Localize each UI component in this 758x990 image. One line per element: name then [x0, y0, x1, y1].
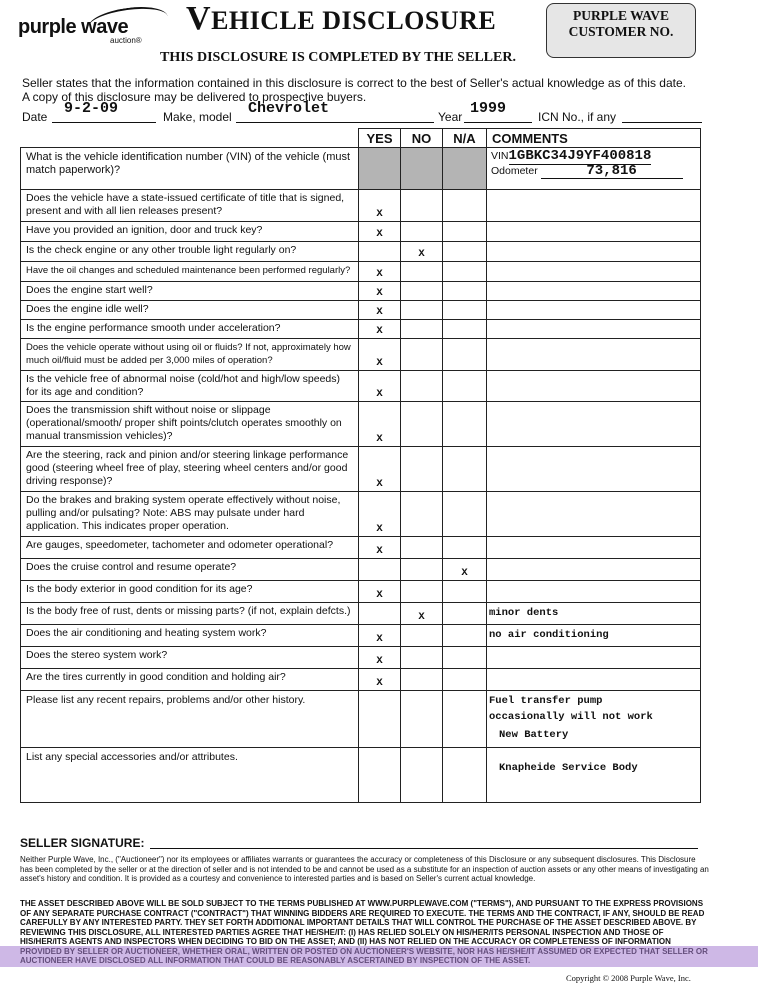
comment-cell[interactable]: minor dents — [487, 603, 701, 625]
comment-cell[interactable] — [487, 339, 701, 371]
table-row — [21, 647, 701, 669]
date-value[interactable]: 9-2-09 — [64, 100, 119, 117]
question-text: Does the engine idle well? — [21, 301, 359, 320]
no-header: NO — [401, 129, 443, 148]
no-checkbox[interactable] — [401, 190, 443, 222]
customer-box-line2: CUSTOMER NO. — [568, 24, 674, 39]
no-checkbox[interactable] — [401, 669, 443, 691]
no-checkbox[interactable] — [401, 647, 443, 669]
question-text: Does the vehicle operate without using oil or fluids? If not, approximately how much oil/fluid must be added per 3,000 miles of operation? — [21, 339, 359, 371]
copyright-text: Copyright © 2008 Purple Wave, Inc. — [566, 973, 691, 983]
repairs-question: Please list any recent repairs, problems and/or other history. — [21, 691, 359, 748]
seller-signature-line[interactable] — [150, 848, 698, 849]
no-checkbox[interactable] — [401, 447, 443, 492]
question-text: Does the air conditioning and heating system work? — [21, 625, 359, 647]
yes-checkbox[interactable]: X — [359, 669, 401, 691]
purple-wave-logo — [14, 6, 159, 54]
no-checkbox[interactable] — [401, 301, 443, 320]
no-checkbox[interactable] — [401, 371, 443, 402]
yes-checkbox[interactable]: X — [359, 282, 401, 301]
title-rest: EHICLE DISCLOSURE — [211, 6, 497, 35]
highlight-band — [0, 946, 758, 967]
na-cell-repairs — [443, 691, 487, 748]
table-row — [21, 559, 701, 581]
table-row-repairs — [21, 691, 701, 748]
customer-number-box — [546, 3, 696, 58]
no-checkbox[interactable] — [401, 581, 443, 603]
page-subtitle: THIS DISCLOSURE IS COMPLETED BY THE SELLER. — [160, 50, 516, 65]
question-text: Does the stereo system work? — [21, 647, 359, 669]
no-cell-repairs — [401, 691, 443, 748]
accessories-comment[interactable]: Knapheide Service Body — [487, 748, 701, 803]
na-cell-accessories — [443, 748, 487, 803]
make-model-label: Make, model — [163, 110, 232, 124]
date-underline — [52, 121, 156, 123]
terms-text: THE ASSET DESCRIBED ABOVE WILL BE SOLD SUBJECT TO THE TERMS PUBLISHED AT WWW.PURPLEWAVE.COM ("TERMS"), AND PURSUANT TO THE EXPRESS PROVISIONS OF ANY SEPARATE PURCHASE CONTRACT ("CONTRACT") THAT WINNING BIDDERS ARE REQUIRED TO EXECUTE. THE TERMS AND THE CONTRACT, IF ANY, SHOULD BE READ CAREFULLY BY ANY INTERESTED PARTY. THEY SET FORTH ADDITIONAL IMPORTANT DETAILS THAT WILL CONTROL THE PURCHASE OF THE ASSET DESCRIBED ABOVE. BY REVIEWING THIS DISCLOSURE, ALL INTERESTED PARTIES AGREE THAT HE/SHE/IT: (I) HAS RELIED SOLELY ON HIS/HER/ITS PERSONAL INSPECTION AND THOSE OF HIS/HER/ITS AGENTS AND INSPECTORS WHEN DECIDING TO BID ON THE ASSET; AND (II) HAS NOT RELIED ON THE ACCURACY OR COMPLETENESS OF INFORMATION — [20, 899, 705, 946]
question-text: Does the transmission shift without noise or slippage (operational/smooth/ proper shift points/clutch operates smoothly on manual transmission vehicles)? — [21, 402, 359, 447]
table-row — [21, 603, 701, 625]
table-row — [21, 669, 701, 691]
yes-checkbox[interactable]: X — [359, 581, 401, 603]
comment-cell[interactable] — [487, 242, 701, 262]
na-checkbox[interactable] — [443, 282, 487, 301]
odometer-value[interactable]: 73,816 — [541, 165, 683, 179]
icn-underline[interactable] — [622, 121, 702, 123]
no-checkbox[interactable] — [401, 559, 443, 581]
comment-cell[interactable] — [487, 402, 701, 447]
seller-signature-label: SELLER SIGNATURE: — [20, 836, 145, 850]
accessories-question: List any special accessories and/or attributes. — [21, 748, 359, 803]
question-text: Is the body free of rust, dents or missing parts? (if not, explain defcts.) — [21, 603, 359, 625]
vin-question: What is the vehicle identification number (VIN) of the vehicle (must match paperwork)? — [21, 148, 359, 190]
yes-checkbox[interactable]: X — [359, 371, 401, 402]
no-cell-vin — [401, 148, 443, 190]
table-row — [21, 320, 701, 339]
na-checkbox[interactable] — [443, 447, 487, 492]
intro-statement — [22, 76, 722, 104]
comment-cell[interactable] — [487, 222, 701, 242]
comment-cell[interactable] — [487, 282, 701, 301]
na-checkbox[interactable] — [443, 222, 487, 242]
yes-cell-accessories — [359, 748, 401, 803]
table-row — [21, 282, 701, 301]
intro-line2: A copy of this disclosure may be delivered to prospective buyers. — [22, 90, 367, 104]
icn-label: ICN No., if any — [538, 110, 617, 124]
table-row — [21, 262, 701, 282]
disclaimer-text: Neither Purple Wave, Inc., ("Auctioneer") nor its employees or affiliates warrants or guarantees the accuracy or completeness of this Disclosure or any subsequent disclosures. This Disclosure has been completed by the seller or at the direction of seller and is not intended to be and cannot be used as a substitute for an inspection of auction assets or any other means of investigating an asset's history and condition. It is provided as a courtesy and convenience to interested parties and is based on Seller's current actual knowledge. — [20, 855, 709, 883]
intro-line1: Seller states that the information contained in this disclosure is correct to the best of Seller's actual knowledge as of this date. — [22, 76, 686, 90]
logo-subtext: auction® — [110, 36, 142, 45]
na-checkbox[interactable] — [443, 242, 487, 262]
yes-checkbox[interactable]: X — [359, 190, 401, 222]
comment-cell[interactable] — [487, 492, 701, 537]
repairs-line1: Fuel transfer pump — [489, 695, 603, 707]
yes-checkbox[interactable]: X — [359, 339, 401, 371]
yes-checkbox[interactable]: X — [359, 447, 401, 492]
table-row — [21, 537, 701, 559]
question-text: Are gauges, speedometer, tachometer and odometer operational? — [21, 537, 359, 559]
na-checkbox[interactable] — [443, 320, 487, 339]
comment-cell[interactable] — [487, 371, 701, 402]
comment-cell[interactable] — [487, 301, 701, 320]
disclosure-table — [20, 128, 701, 803]
na-checkbox[interactable] — [443, 262, 487, 282]
na-checkbox[interactable] — [443, 669, 487, 691]
date-label: Date — [22, 110, 48, 124]
yes-checkbox[interactable]: X — [359, 222, 401, 242]
yes-checkbox[interactable]: X — [359, 262, 401, 282]
odometer-label: Odometer — [491, 165, 538, 177]
table-row — [21, 581, 701, 603]
comment-cell[interactable] — [487, 559, 701, 581]
question-text: Are the steering, rack and pinion and/or steering linkage performance good (steering wheel free of play, steering wheel centers and/or good driving response)? — [21, 447, 359, 492]
no-checkbox[interactable] — [401, 222, 443, 242]
table-row — [21, 222, 701, 242]
question-text: Do the brakes and braking system operate effectively without noise, pulling and/or pulsating? Note: ABS may pulsate under hard application. This indicates proper operation. — [21, 492, 359, 537]
customer-box-line1: PURPLE WAVE — [573, 8, 669, 23]
table-row — [21, 625, 701, 647]
question-text: Is the vehicle free of abnormal noise (cold/hot and high/low speeds) for its age and condition? — [21, 371, 359, 402]
vin-comment-cell — [487, 148, 701, 190]
table-row — [21, 190, 701, 222]
yes-checkbox[interactable]: X — [359, 301, 401, 320]
na-header: N/A — [443, 129, 487, 148]
year-label: Year — [438, 110, 463, 124]
table-row-vin — [21, 148, 701, 190]
make-model-underline — [236, 121, 434, 123]
year-value[interactable]: 1999 — [470, 100, 507, 117]
na-cell-vin — [443, 148, 487, 190]
question-text: Have you provided an ignition, door and truck key? — [21, 222, 359, 242]
yes-checkbox[interactable] — [359, 603, 401, 625]
yes-checkbox[interactable] — [359, 559, 401, 581]
no-checkbox[interactable] — [401, 537, 443, 559]
no-checkbox[interactable] — [401, 492, 443, 537]
yes-header: YES — [359, 129, 401, 148]
table-row — [21, 492, 701, 537]
yes-cell-vin — [359, 148, 401, 190]
question-header-blank — [21, 129, 359, 148]
question-text: Are the tires currently in good condition and holding air? — [21, 669, 359, 691]
question-text: Is the engine performance smooth under acceleration? — [21, 320, 359, 339]
comments-header: COMMENTS — [487, 129, 701, 148]
no-checkbox[interactable] — [401, 625, 443, 647]
yes-checkbox[interactable]: X — [359, 625, 401, 647]
question-text: Does the cruise control and resume operate? — [21, 559, 359, 581]
repairs-line3: New Battery — [499, 729, 569, 741]
table-row — [21, 402, 701, 447]
table-row — [21, 339, 701, 371]
yes-cell-repairs — [359, 691, 401, 748]
na-checkbox[interactable] — [443, 492, 487, 537]
na-checkbox[interactable] — [443, 339, 487, 371]
na-checkbox[interactable] — [443, 402, 487, 447]
comment-cell[interactable] — [487, 537, 701, 559]
yes-checkbox[interactable]: X — [359, 537, 401, 559]
no-checkbox[interactable] — [401, 339, 443, 371]
no-checkbox[interactable] — [401, 262, 443, 282]
vin-value[interactable]: 1GBKC34J9YF400818 — [508, 148, 652, 164]
make-model-value[interactable]: Chevrolet — [248, 100, 330, 117]
no-cell-accessories — [401, 748, 443, 803]
comment-cell[interactable] — [487, 447, 701, 492]
question-text: Does the engine start well? — [21, 282, 359, 301]
title-first-letter: V — [186, 0, 212, 37]
yes-checkbox[interactable]: X — [359, 492, 401, 537]
na-checkbox[interactable] — [443, 537, 487, 559]
na-checkbox[interactable] — [443, 581, 487, 603]
question-text: Have the oil changes and scheduled maintenance been performed regularly? — [21, 262, 359, 282]
question-text: Is the body exterior in good condition for its age? — [21, 581, 359, 603]
question-text: Is the check engine or any other trouble light regularly on? — [21, 242, 359, 262]
no-checkbox[interactable]: X — [401, 242, 443, 262]
comment-cell[interactable] — [487, 320, 701, 339]
comment-cell[interactable] — [487, 581, 701, 603]
comment-cell[interactable]: no air conditioning — [487, 625, 701, 647]
comment-cell[interactable] — [487, 262, 701, 282]
page-title — [186, 0, 546, 38]
no-checkbox[interactable] — [401, 402, 443, 447]
no-checkbox[interactable] — [401, 282, 443, 301]
table-row — [21, 301, 701, 320]
na-checkbox[interactable] — [443, 190, 487, 222]
na-checkbox[interactable]: X — [443, 559, 487, 581]
repairs-comment[interactable] — [487, 691, 701, 748]
na-checkbox[interactable] — [443, 647, 487, 669]
logo-text: purple wave — [18, 16, 129, 38]
comment-cell[interactable] — [487, 190, 701, 222]
year-underline — [464, 121, 532, 123]
table-row — [21, 371, 701, 402]
yes-checkbox[interactable] — [359, 242, 401, 262]
table-row — [21, 447, 701, 492]
table-row-accessories — [21, 748, 701, 803]
yes-checkbox[interactable]: X — [359, 402, 401, 447]
na-checkbox[interactable] — [443, 301, 487, 320]
no-checkbox[interactable]: X — [401, 603, 443, 625]
comment-cell[interactable] — [487, 647, 701, 669]
comment-cell[interactable] — [487, 669, 701, 691]
vin-label: VIN — [491, 150, 509, 162]
table-row — [21, 242, 701, 262]
repairs-line2: occasionally will not work — [489, 711, 653, 723]
no-checkbox[interactable] — [401, 320, 443, 339]
yes-checkbox[interactable]: X — [359, 320, 401, 339]
na-checkbox[interactable] — [443, 625, 487, 647]
question-text: Does the vehicle have a state-issued certificate of title that is signed, present and with all lien releases present? — [21, 190, 359, 222]
na-checkbox[interactable] — [443, 371, 487, 402]
yes-checkbox[interactable]: X — [359, 647, 401, 669]
na-checkbox[interactable] — [443, 603, 487, 625]
